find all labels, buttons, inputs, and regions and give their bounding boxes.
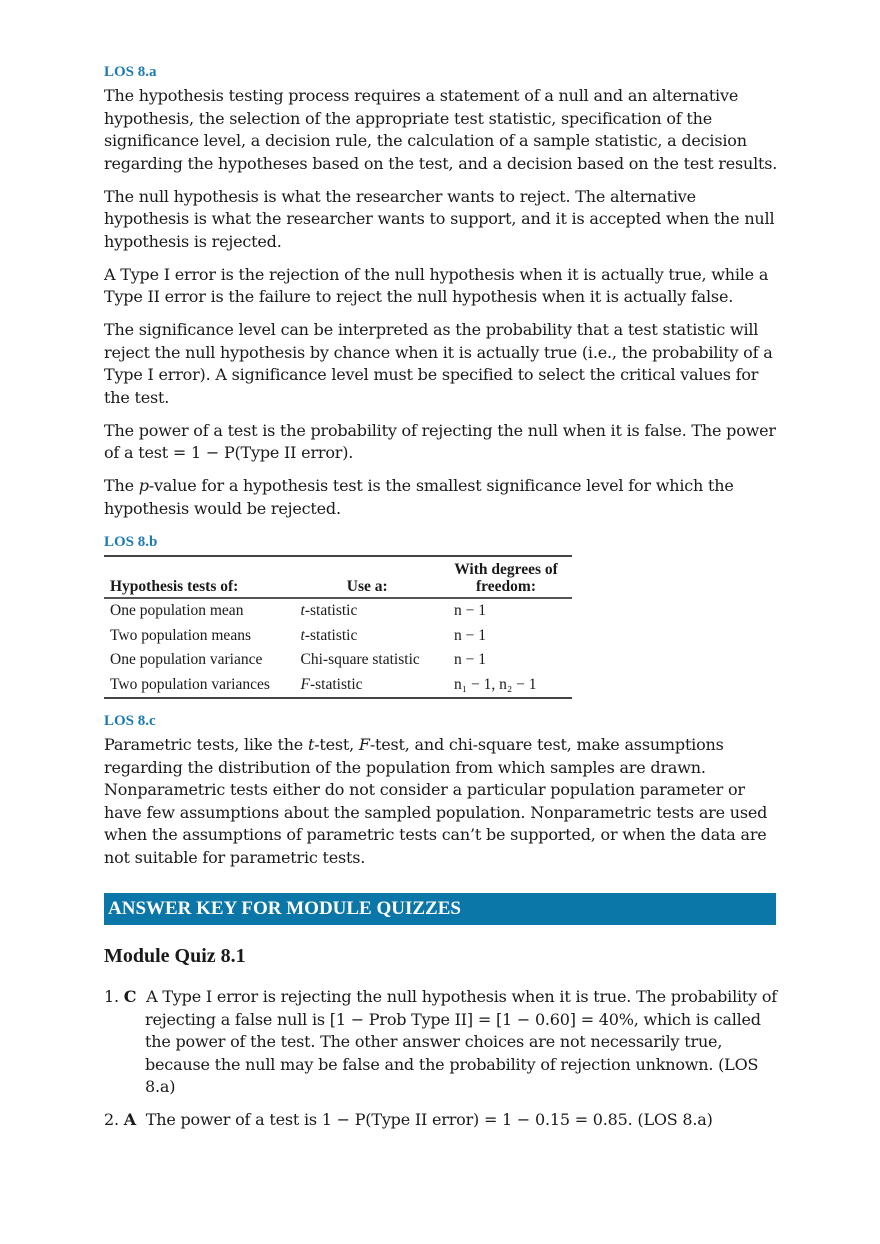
answer-explanation: A Type I error is rejecting the null hypothesis when it is true. The probability of rejecting a false null is [1 − Prob Type II] = [1 − 0.60] = 40%, which is called the power of the test. The other answer choices are not necessarily true, because the null may be false and the probability of rejection unknown. (LOS 8.a) — [145, 987, 778, 1096]
los-8c-label: LOS 8.c — [104, 713, 156, 729]
hypothesis-tests-table — [104, 555, 572, 699]
paragraph-parametric — [104, 734, 779, 869]
italic-text: t — [307, 735, 315, 754]
text: -test, — [314, 735, 359, 754]
text: Chi-square statistic — [300, 651, 420, 668]
paragraph: The power of a test is the probability of rejecting the null when it is false. The power of a test = 1 − P(Type II error). — [104, 420, 776, 462]
text: The — [104, 476, 139, 495]
column-header: Use a: — [295, 556, 440, 598]
paragraph: The hypothesis testing process requires a statement of a null and an alternative hypothesis, the selection of the appropriate test statistic, specification of the significance level, a decision rule, the calculation of a sample statistic, a decision regarding the hypotheses based on the test, and a decision based on the test results. — [104, 86, 778, 173]
table-row — [104, 624, 572, 649]
statistic-cell — [295, 648, 440, 673]
los-8b-label: LOS 8.b — [104, 534, 158, 550]
statistic-cell — [295, 673, 440, 699]
answer-item — [104, 1109, 779, 1132]
test-cell: One population variance — [110, 651, 263, 668]
los-8a-label: LOS 8.a — [104, 64, 157, 80]
df-cell: n − 1 — [454, 651, 486, 668]
statistic-cell — [295, 624, 440, 649]
answer-item — [104, 986, 779, 1099]
italic-text: t — [300, 602, 305, 619]
answer-list — [104, 986, 779, 1132]
text: -test, and chi-square test, make assumptions regarding the distribution of the population from which samples are drawn. Nonparametric tests either do not consider a particular population parameter or have few assumptions about the sampled population. Nonparametric tests are used when the assumptions of parametric tests can’t be supported, or when the data are not suitable for parametric tests. — [104, 735, 768, 867]
text: Parametric tests, like the — [104, 735, 308, 754]
quiz-title: Module Quiz 8.1 — [104, 945, 246, 967]
table-row — [104, 648, 572, 673]
text: -statistic — [304, 626, 358, 644]
column-header: With degrees of freedom: — [440, 556, 572, 598]
table-row — [104, 598, 572, 624]
answer-number: 2. — [104, 1110, 119, 1129]
text: -value for a hypothesis test is the smallest significance level for which the hypothesis would be rejected. — [104, 476, 734, 518]
text: -statistic — [309, 675, 363, 693]
paragraph-pvalue — [104, 475, 779, 520]
italic-text: t — [300, 626, 305, 644]
df-cell: n − 1 — [454, 602, 486, 619]
test-cell: Two population variances — [110, 675, 270, 693]
paragraph: A Type I error is the rejection of the null hypothesis when it is actually true, while a Type II error is the failure to reject the null hypothesis when it is actually false. — [104, 264, 769, 306]
answer-explanation: The power of a test is 1 − P(Type II error) = 1 − 0.15 = 0.85. (LOS 8.a) — [145, 1110, 713, 1129]
table-row — [104, 673, 572, 699]
text: -statistic — [304, 602, 358, 619]
statistic-cell — [295, 598, 440, 624]
df-cell: n₁ − 1, n₂ − 1 — [454, 675, 537, 693]
column-header: Hypothesis tests of: — [104, 556, 295, 598]
df-cell: n − 1 — [454, 626, 486, 644]
italic-text: F — [300, 675, 310, 693]
italic-text: F — [358, 735, 370, 754]
paragraph: The significance level can be interpreted as the probability that a test statistic will reject the null hypothesis by chance when it is actually true (i.e., the probability of a Type I error). A significance level must be specified to select the critical values for the test. — [104, 320, 773, 407]
answer-key-banner: ANSWER KEY FOR MODULE QUIZZES — [104, 893, 776, 925]
answer-number: 1. — [104, 987, 119, 1006]
answer-letter: A — [123, 1110, 136, 1129]
test-cell: One population mean — [110, 602, 244, 619]
paragraph: The null hypothesis is what the researcher wants to reject. The alternative hypothesis is what the researcher wants to support, and it is accepted when the null hypothesis is rejected. — [104, 186, 775, 251]
table-header-row — [104, 556, 572, 598]
answer-letter: C — [123, 987, 137, 1006]
test-cell: Two population means — [110, 626, 251, 644]
document-page — [104, 64, 779, 1142]
italic-text: p — [138, 476, 149, 495]
